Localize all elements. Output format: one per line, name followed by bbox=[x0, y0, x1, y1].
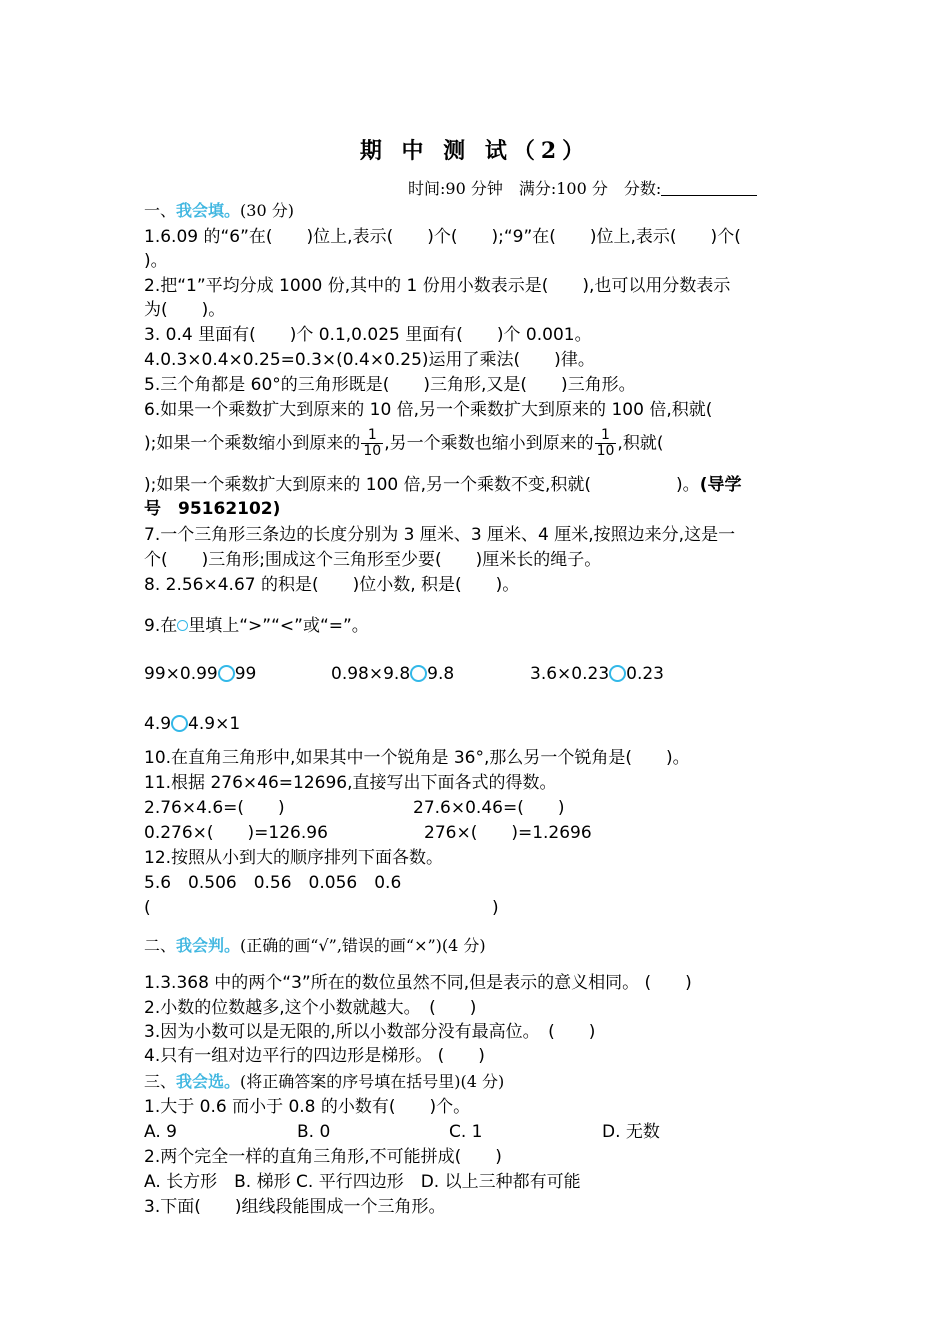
fraction-numerator: 1 bbox=[361, 428, 383, 444]
q9-prompt bbox=[144, 616, 369, 636]
q6-line1: 6.如果一个乘数扩大到原来的 10 倍,另一个乘数扩大到原来的 100 倍,积就( bbox=[144, 400, 713, 420]
choice-q2: 2.两个完全一样的直角三角形,不可能拼成( ) bbox=[144, 1147, 502, 1167]
q9-text-a: 9.在 bbox=[144, 616, 178, 636]
judge-q2: 2.小数的位数越多,这个小数就越大。 ( ) bbox=[144, 998, 477, 1018]
section2-prefix: 二、 bbox=[144, 936, 177, 955]
fraction-denominator: 10 bbox=[596, 443, 615, 459]
q9-left: 3.6×0.23 bbox=[530, 664, 610, 684]
q2-line1: 2.把“1”平均分成 1000 份,其中的 1 份用小数表示是( ),也可以用分数表示 bbox=[144, 276, 731, 296]
judge-q3: 3.因为小数可以是无限的,所以小数部分没有最高位。 ( ) bbox=[144, 1022, 596, 1042]
compare-circle[interactable] bbox=[609, 665, 626, 682]
judge-q4: 4.只有一组对边平行的四边形是梯形。 ( ) bbox=[144, 1046, 485, 1066]
q7-line1: 7.一个三角形三条边的长度分别为 3 厘米、3 厘米、4 厘米,按照边来分,这是一 bbox=[144, 525, 736, 545]
fraction-numerator: 1 bbox=[595, 428, 617, 444]
q9-item-4 bbox=[144, 714, 240, 734]
fraction-denominator: 10 bbox=[363, 443, 382, 459]
q6-text-c: ,积就( bbox=[617, 433, 664, 454]
choice-q1-option-b: B. 0 bbox=[297, 1122, 331, 1142]
q11-c: 0.276×( )=126.96 bbox=[144, 823, 328, 843]
q11: 11.根据 276×46=12696,直接写出下面各式的得数。 bbox=[144, 773, 557, 793]
choice-q1: 1.大于 0.6 而小于 0.8 的小数有( )个。 bbox=[144, 1097, 471, 1117]
score-blank[interactable] bbox=[661, 179, 757, 196]
exam-meta bbox=[408, 176, 757, 199]
choice-q1-option-c: C. 1 bbox=[449, 1122, 483, 1142]
q1-line2: )。 bbox=[144, 251, 168, 271]
section2-name: 我会判。 bbox=[176, 936, 241, 955]
q9-item-3 bbox=[530, 664, 664, 684]
compare-circle[interactable] bbox=[410, 665, 427, 682]
q6-line2 bbox=[144, 428, 663, 459]
q4: 4.0.3×0.4×0.25=0.3×(0.4×0.25)运用了乘法( )律。 bbox=[144, 350, 595, 370]
fraction-one-tenth bbox=[595, 428, 617, 459]
q6-guide-tag: (导学 bbox=[699, 475, 742, 495]
q6-guide-number: 号 95162102) bbox=[144, 499, 281, 519]
q11-a: 2.76×4.6=( ) bbox=[144, 798, 285, 818]
section1-heading bbox=[144, 201, 294, 221]
q9-right: 4.9×1 bbox=[188, 714, 241, 734]
q6-text-d: );如果一个乘数扩大到原来的 100 倍,另一个乘数不变,积就( )。 bbox=[144, 475, 700, 495]
q5: 5.三个角都是 60°的三角形既是( )三角形,又是( )三角形。 bbox=[144, 375, 636, 395]
q7-line2: 个( )三角形;围成这个三角形至少要( )厘米长的绳子。 bbox=[144, 550, 602, 570]
q9-item-2 bbox=[331, 664, 454, 684]
section1-note: (30 分) bbox=[240, 201, 294, 220]
q9-text-b: 里填上“>”“<”或“=”。 bbox=[188, 616, 369, 636]
q3: 3. 0.4 里面有( )个 0.1,0.025 里面有( )个 0.001。 bbox=[144, 325, 592, 345]
q9-right: 99 bbox=[234, 664, 257, 684]
q9-left: 99×0.99 bbox=[144, 664, 218, 684]
section1-name: 我会填。 bbox=[176, 201, 241, 220]
q12-close-paren: ) bbox=[492, 898, 499, 918]
q2-line2: 为( )。 bbox=[144, 300, 226, 320]
choice-q1-option-a: A. 9 bbox=[144, 1122, 177, 1142]
page-title: 期 中 测 试（2） bbox=[359, 138, 591, 164]
q9-left: 0.98×9.8 bbox=[331, 664, 411, 684]
q1-line1: 1.6.09 的“6”在( )位上,表示( )个( );“9”在( )位上,表示( )个( bbox=[144, 227, 741, 247]
judge-q1: 1.3.368 中的两个“3”所在的数位虽然不同,但是表示的意义相同。 ( ) bbox=[144, 973, 692, 993]
section2-note: (正确的画“√”,错误的画“×”)(4 分) bbox=[240, 936, 486, 955]
fraction-one-tenth bbox=[361, 428, 383, 459]
q12-open-paren: ( bbox=[144, 898, 151, 918]
q11-b: 27.6×0.46=( ) bbox=[413, 798, 565, 818]
q12: 12.按照从小到大的顺序排列下面各数。 bbox=[144, 848, 444, 868]
circle-icon bbox=[177, 620, 188, 631]
q12-numbers: 5.6 0.506 0.56 0.056 0.6 bbox=[144, 873, 402, 893]
q9-right: 0.23 bbox=[626, 664, 664, 684]
section3-name: 我会选。 bbox=[176, 1072, 241, 1091]
meta-text: 时间:90 分钟 满分:100 分 分数: bbox=[408, 179, 662, 198]
q9-right: 9.8 bbox=[427, 664, 455, 684]
compare-circle[interactable] bbox=[171, 715, 188, 732]
q6-text-a: );如果一个乘数缩小到原来的 bbox=[144, 433, 361, 454]
section3-prefix: 三、 bbox=[144, 1072, 177, 1091]
choice-q2-options: A. 长方形 B. 梯形 C. 平行四边形 D. 以上三种都有可能 bbox=[144, 1172, 581, 1192]
compare-circle[interactable] bbox=[218, 665, 235, 682]
section3-heading bbox=[144, 1072, 504, 1092]
q10: 10.在直角三角形中,如果其中一个锐角是 36°,那么另一个锐角是( )。 bbox=[144, 748, 690, 768]
q6-line3 bbox=[144, 475, 741, 495]
section2-heading bbox=[144, 936, 486, 956]
section3-note: (将正确答案的序号填在括号里)(4 分) bbox=[240, 1072, 505, 1091]
section1-prefix: 一、 bbox=[144, 201, 177, 220]
q9-item-1 bbox=[144, 664, 256, 684]
choice-q3: 3.下面( )组线段能围成一个三角形。 bbox=[144, 1197, 446, 1217]
q8: 8. 2.56×4.67 的积是( )位小数, 积是( )。 bbox=[144, 575, 520, 595]
choice-q1-option-d: D. 无数 bbox=[602, 1122, 660, 1142]
q11-d: 276×( )=1.2696 bbox=[424, 823, 592, 843]
q6-text-b: ,另一个乘数也缩小到原来的 bbox=[384, 433, 594, 454]
q9-left: 4.9 bbox=[144, 714, 172, 734]
